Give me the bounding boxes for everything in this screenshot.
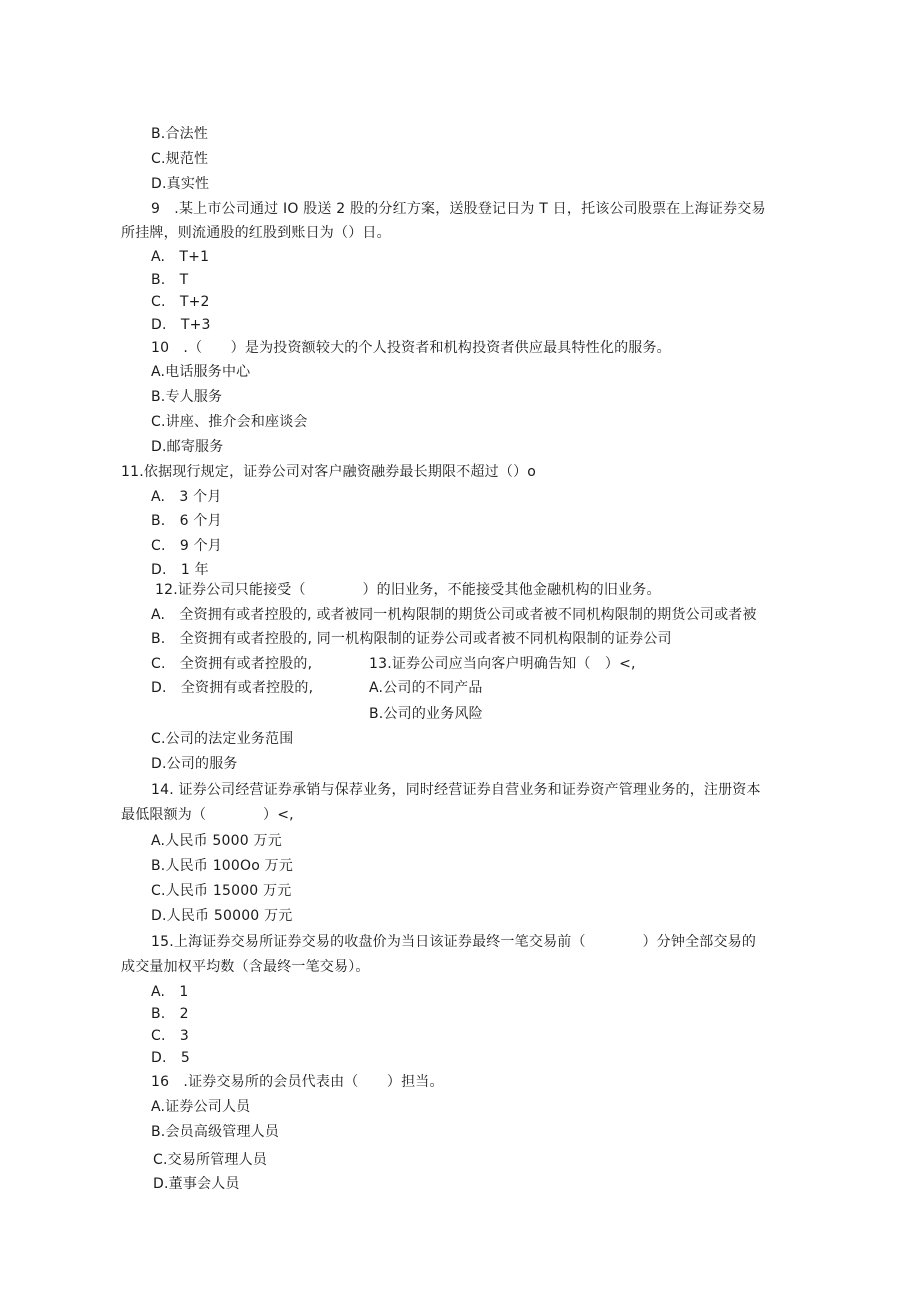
q11-option-c: C. 9 个月 xyxy=(151,538,222,554)
q15-stem-line2: 成交量加权平均数（含最终一笔交易）。 xyxy=(121,959,370,975)
q15-stem-line1: 15.上海证券交易所证券交易的收盘价为当日该证券最终一笔交易前（ ）分钟全部交易的 xyxy=(151,934,757,950)
q13-option-d: D.公司的服务 xyxy=(151,756,238,772)
q10-option-b: B.专人服务 xyxy=(151,389,223,405)
q13-option-b: B.公司的业务风险 xyxy=(369,706,483,722)
q16-option-a: A.证券公司人员 xyxy=(151,1099,251,1115)
q12-stem: 12.证券公司只能接受（ ）的旧业务，不能接受其他金融机构的旧业务。 xyxy=(155,582,661,598)
q14-stem-line2: 最低限额为（ ）<, xyxy=(121,807,294,823)
q12-option-b: B. 全资拥有或者控股的, 同一机构限制的证券公司或者被不同机构限制的证券公司 xyxy=(151,631,672,647)
q11-stem: 11.依据现行规定，证券公司对客户融资融券最长期限不超过（）o xyxy=(121,464,537,480)
q9-stem-line1: 9 .某上市公司通过 IO 股送 2 股的分红方案，送股登记日为 T 日，托该公司股票在上海证券交易 xyxy=(151,201,766,217)
q11-option-d: D. 1 年 xyxy=(151,562,209,578)
q16-stem: 16 .证券交易所的会员代表由（ ）担当。 xyxy=(151,1074,444,1090)
q15-option-d: D. 5 xyxy=(151,1050,190,1066)
q13-option-c: C.公司的法定业务范围 xyxy=(151,731,294,747)
q16-option-b: B.会员高级管理人员 xyxy=(151,1124,280,1140)
q9-option-c: C. T+2 xyxy=(151,294,210,310)
q16-option-c: C.交易所管理人员 xyxy=(153,1152,268,1168)
q14-option-c: C.人民币 15000 万元 xyxy=(151,883,292,899)
q15-option-a: A. 1 xyxy=(151,984,189,1000)
q13-stem: 13.证券公司应当向客户明确告知（ ）<, xyxy=(369,656,636,672)
q8-option-c: C.规范性 xyxy=(151,151,209,167)
q12-option-c: C. 全资拥有或者控股的, xyxy=(151,656,313,672)
q13-option-a: A.公司的不同产品 xyxy=(369,680,483,696)
q14-option-d: D.人民币 50000 万元 xyxy=(151,908,293,924)
q14-option-b: B.人民币 100Oo 万元 xyxy=(151,858,294,874)
q10-option-c: C.讲座、推介会和座谈会 xyxy=(151,414,308,430)
q15-option-c: C. 3 xyxy=(151,1028,189,1044)
q9-option-b: B. T xyxy=(151,272,189,288)
q10-stem: 10 .（ ）是为投资额较大的个人投资者和机构投资者供应最具特性化的服务。 xyxy=(151,340,671,356)
q15-option-b: B. 2 xyxy=(151,1006,189,1022)
q9-option-d: D. T+3 xyxy=(151,317,211,333)
q10-option-d: D.邮寄服务 xyxy=(151,439,224,455)
q16-option-d: D.董事会人员 xyxy=(153,1176,240,1192)
q8-option-d: D.真实性 xyxy=(151,176,210,192)
q11-option-a: A. 3 个月 xyxy=(151,489,222,505)
q11-option-b: B. 6 个月 xyxy=(151,513,222,529)
q12-option-a: A. 全资拥有或者控股的, 或者被同一机构限制的期货公司或者被不同机构限制的期货公司或者被 xyxy=(151,607,757,623)
q9-option-a: A. T+1 xyxy=(151,249,210,265)
q8-option-b: B.合法性 xyxy=(151,126,209,142)
q14-stem-line1: 14. 证券公司经营证券承销与保荐业务，同时经营证券自营业务和证券资产管理业务的，注册资本 xyxy=(151,782,761,798)
q14-option-a: A.人民币 5000 万元 xyxy=(151,833,282,849)
q10-option-a: A.电话服务中心 xyxy=(151,364,251,380)
q9-stem-line2: 所挂牌，则流通股的红股到账日为（）日。 xyxy=(121,225,391,241)
q12-option-d: D. 全资拥有或者控股的, xyxy=(151,680,314,696)
